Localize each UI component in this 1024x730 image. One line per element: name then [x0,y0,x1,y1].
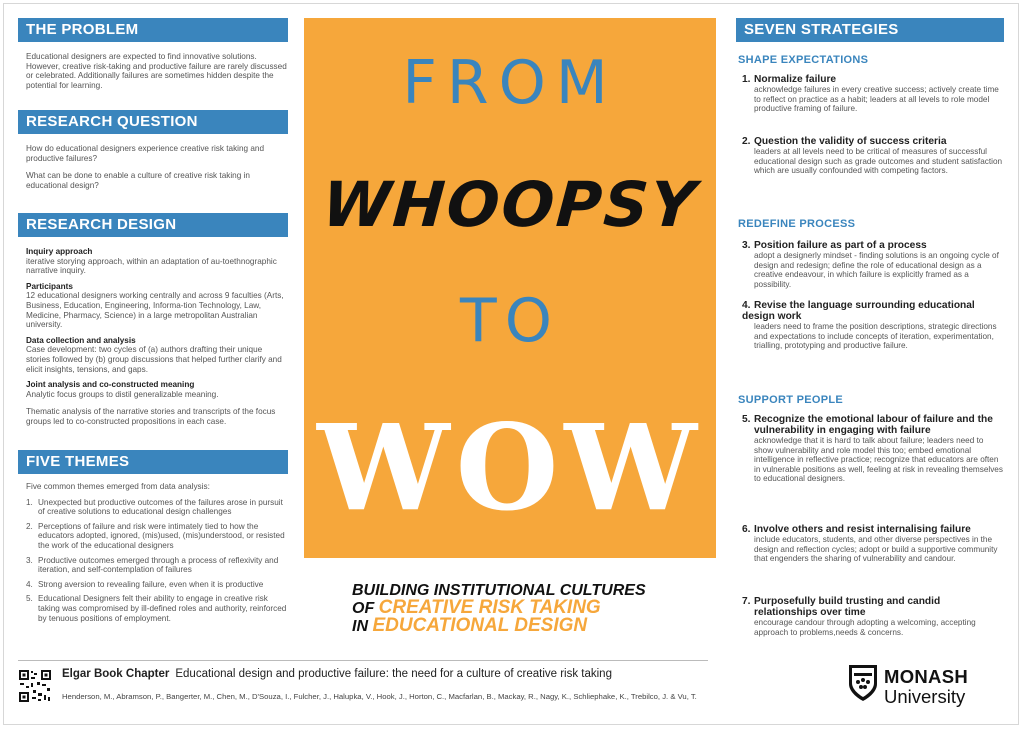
strategy-item: 6. Involve others and resist internalising failure include educators, students, and other diverse perspectives in the design and reflection cycles; adopt or build a supportive community that engenders the sharing of vulnerability and candour. [742,524,998,564]
research-question-2: What can be done to enable a culture of creative risk taking in educational design? [26,171,250,190]
design-block-title: Data collection and analysis [26,335,136,345]
theme-item: 4. Strong aversion to revealing failure, even when it is productive [26,579,264,589]
title-panel [304,18,716,558]
themes-intro: Five common themes emerged from data analysis: [26,482,210,491]
design-closing: Thematic analysis of the narrative stories and transcripts of the focus groups led to co-constructed propositions in each case. [26,407,276,426]
problem-heading: THE PROBLEM [18,18,288,42]
theme-item: 3. Productive outcomes emerged through a process of reflexivity and iteration, and self-contemplation of failures [26,555,279,575]
strategy-item: 4. Revise the language surrounding educational design work leaders need to frame the position descriptions, strategic directions and expectations to include concepts of iteration, experimentation, trialling, prototyping and productive failure. [742,300,997,351]
strategy-item: 3. Position failure as part of a process adopt a designerly mindset - finding solutions is an ongoing cycle of design and redesign; define the role of educational design as a creative endeavour, in which failure is explicitly framed as a possibility. [742,240,999,289]
strategies-section [736,18,1004,637]
title-wow: WOW [317,398,703,537]
title-whoopsy: WHOOPSY [320,168,700,241]
research-question-section [18,110,288,190]
chapter-citation [62,668,612,680]
design-block-text: 12 educational designers working centrally and across 9 faculties (Arts, Business, Education, Engineering, Informa-tion Technology, Law, Medicine, Pharmacy, Science) in a large metropolitan Australian university. [26,291,284,330]
chapter-title: Educational design and productive failure: the need for a culture of creative risk taking [175,668,612,680]
subtitle [352,582,682,635]
subtitle-line3: EDUCATIONAL DESIGN [372,615,588,636]
design-block-title: Participants [26,281,73,291]
five-themes-section [18,450,288,628]
research-design-section [18,213,288,427]
chapter-label: Elgar Book Chapter [62,668,170,680]
research-question-heading: RESEARCH QUESTION [18,110,288,134]
subtitle-line1: BUILDING INSTITUTIONAL CULTURES [352,582,646,599]
subtitle-of: OF [352,600,375,617]
problem-text: Educational designers are expected to find innovative solutions. However, creative risk-taking and productive failure are rarely discussed or celebrated. Additionally failures are sometimes hidden despite the potential for learning. [26,52,287,90]
design-block-title: Inquiry approach [26,247,93,256]
research-design-heading: RESEARCH DESIGN [18,213,288,237]
category-support: SUPPORT PEOPLE [738,394,844,406]
theme-item: 2. Perceptions of failure and risk were intimately tied to how the educators adopted, ignored, (mis)used, (mis)understood, or resisted the work of the educational designers [26,521,285,550]
logo-sub: University [884,686,966,707]
category-redefine: REDEFINE PROCESS [738,218,856,230]
category-shape: SHAPE EXPECTATIONS [738,54,869,66]
crest-icon [848,664,878,702]
strategy-item: 2. Question the validity of success criteria leaders at all levels need to be critical of measures of successful educational design such as grade outcomes and student satisfaction which are usually confounded with competing factors. [742,136,1003,176]
design-block-text: iterative storying approach, within an adaptation of au-toethnographic narrative inquiry. [26,256,277,276]
subtitle-in: IN [352,618,368,635]
problem-section [18,18,288,90]
title-from: FROM [402,48,618,118]
strategy-item: 5. Recognize the emotional labour of failure and the vulnerability in engaging with failure acknowledge that it is hard to talk about failure; leaders need to show vulnerability and role model this too; embed emotional intelligence in reflective practice; recognize that educators are often in vulnerable positions as well, feeling at risk in revealing themselves to educational designers. [742,414,1003,484]
five-themes-heading: FIVE THEMES [18,450,288,474]
design-block-text: Case development: two cycles of (a) authors drafting their unique stories followed by (b) group discussions that helped further clarify and elicit insights, tensions, and gaps. [26,345,282,374]
authors-list: Henderson, M., Abramson, P., Bangerter, M., Chen, M., D'Souza, I., Fulcher, J., Halupka, V., Hook, J., Horton, C., Macfarlan, B., Mackay, R., Nagy, K., Schliephake, K., Trebilco, J. & Vu, T. [62,692,697,701]
design-block-text: Analytic focus groups to distil generalizable meaning. [26,389,219,399]
subtitle-line2: CREATIVE RISK TAKING [378,597,601,618]
theme-item: 1. Unexpected but productive outcomes of the failures arose in pursuit of creative solutions to educational design challenges [26,497,283,517]
logo-name: MONASH [884,666,969,687]
qr-code-icon[interactable] [18,669,52,703]
strategy-item: 7. Purposefully build trusting and candid relationships over time encourage candour through adopting a welcoming, accepting approach to problems,needs & concerns. [742,596,976,637]
footer-divider [18,660,708,661]
strategies-heading: SEVEN STRATEGIES [736,18,1004,42]
theme-item: 5. Educational Designers felt their ability to engage in creative risk taking was compromised by ill-defined roles and authority, reinforced by tenuous positions of employment. [26,594,287,623]
title-to: TO [460,286,560,356]
design-block-title: Joint analysis and co-constructed meaning [26,380,195,390]
strategy-item: 1. Normalize failure acknowledge failures in every creative success; actively create time to reflect on practice as a habit; leaders at all levels to role model productive framing of failure. [742,74,999,114]
research-question-1: How do educational designers experience creative risk taking and productive failures? [26,144,265,163]
